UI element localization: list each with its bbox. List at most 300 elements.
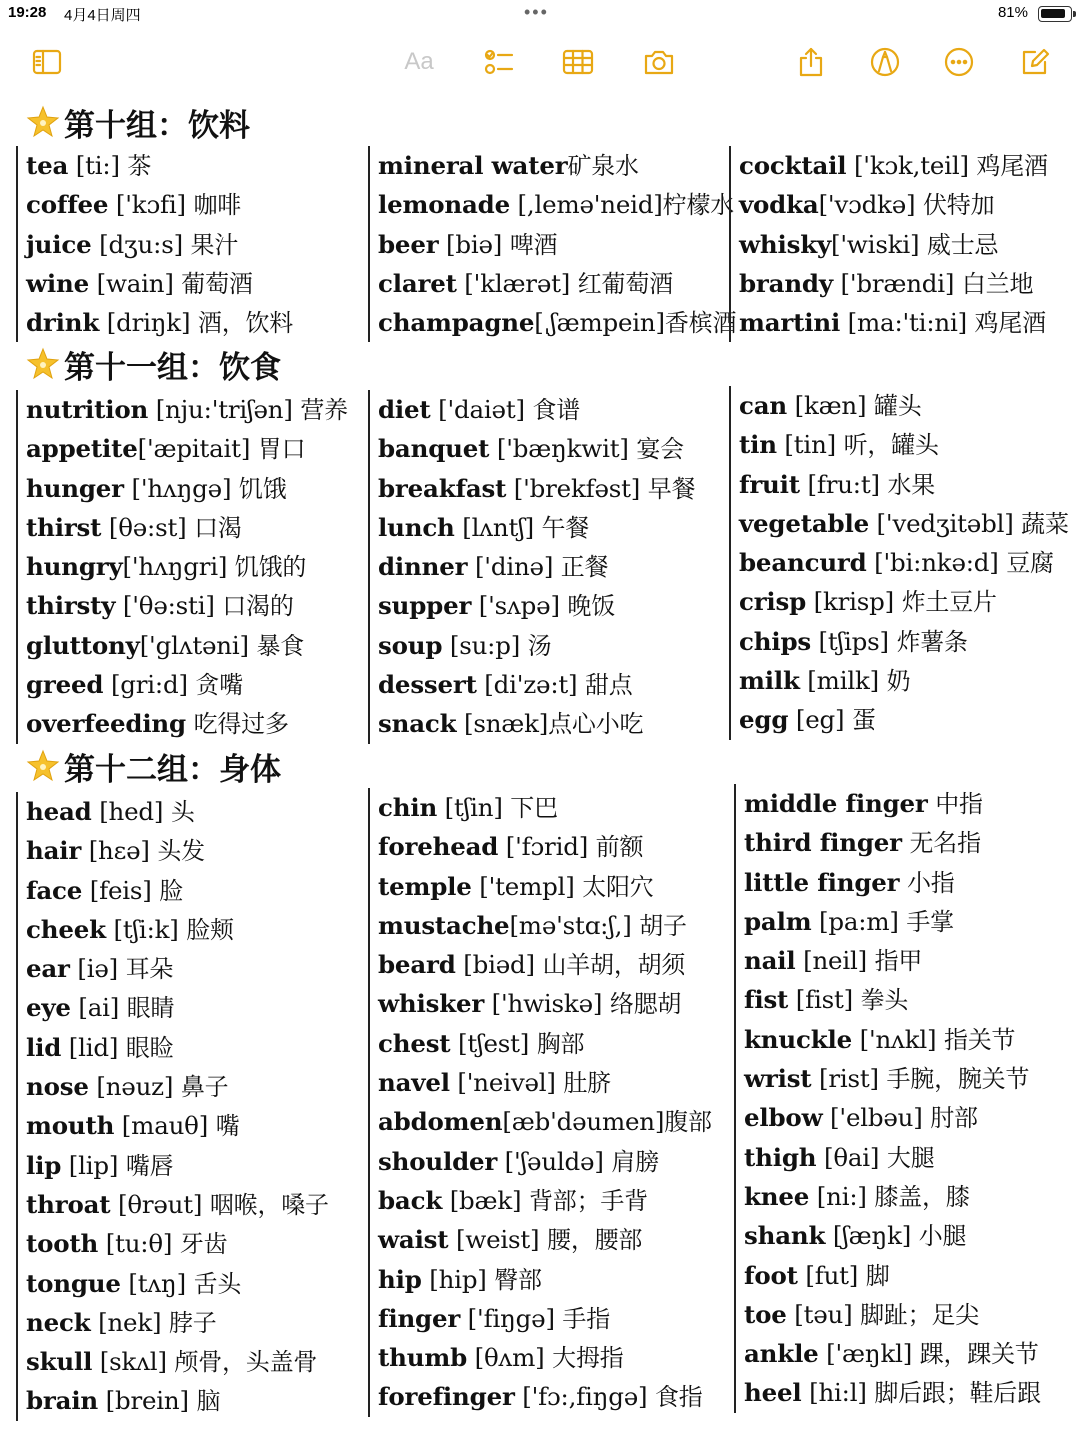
vocab-phonetic: [tu:θ] bbox=[98, 1229, 180, 1259]
vocab-meaning: 脸颊 bbox=[186, 915, 234, 944]
vocab-meaning: 头发 bbox=[157, 837, 205, 866]
vocab-entry bbox=[378, 1220, 712, 1259]
vocab-word: gluttony bbox=[26, 630, 140, 660]
vocab-column bbox=[16, 792, 329, 1421]
vocab-entry bbox=[739, 303, 1048, 342]
vocab-entry bbox=[378, 1377, 712, 1416]
vocab-word: ankle bbox=[744, 1339, 819, 1369]
vocab-entry bbox=[744, 1373, 1041, 1412]
vocab-entry bbox=[26, 1342, 329, 1381]
vocab-word: tin bbox=[739, 430, 777, 460]
vocab-entry bbox=[378, 704, 695, 743]
vocab-phonetic: ['wiski] bbox=[831, 229, 927, 259]
vocab-word: nail bbox=[744, 946, 796, 976]
status-date: 4月4日周四 bbox=[64, 7, 141, 24]
vocab-meaning: 络腮胡 bbox=[609, 990, 682, 1019]
vocab-phonetic: ['elbəu] bbox=[822, 1103, 931, 1133]
vocab-word: chin bbox=[378, 793, 438, 822]
vocab-word: egg bbox=[739, 705, 789, 735]
vocab-meaning: 伏特加 bbox=[923, 191, 995, 220]
vocab-phonetic: [təu] bbox=[786, 1299, 861, 1329]
vocab-word: can bbox=[739, 391, 788, 420]
vocab-meaning: 手腕，腕关节 bbox=[886, 1065, 1030, 1094]
vocab-meaning: 宴会 bbox=[636, 435, 684, 464]
vocab-word: temple bbox=[378, 871, 472, 901]
vocab-phonetic: [fru:t] bbox=[799, 469, 888, 499]
vocab-phonetic: ['fɔ:,fiŋgə] bbox=[514, 1382, 655, 1412]
vocab-entry bbox=[26, 1146, 329, 1185]
vocab-entry bbox=[26, 1067, 329, 1106]
vocab-phonetic: ['templ] bbox=[471, 871, 583, 901]
vocab-phonetic: ['hwiskə] bbox=[484, 989, 610, 1019]
share-icon[interactable] bbox=[790, 42, 832, 82]
vocab-entry bbox=[26, 469, 348, 508]
vocab-phonetic: [ai] bbox=[70, 993, 127, 1023]
vocab-phonetic: ['θə:sti] bbox=[115, 591, 223, 621]
vocab-column bbox=[729, 386, 1069, 740]
vocab-meaning: 鼻子 bbox=[180, 1073, 229, 1102]
vocab-word: face bbox=[26, 875, 83, 905]
group-title-body bbox=[26, 744, 281, 788]
vocab-entry bbox=[26, 185, 293, 224]
vocab-meaning: 蛋 bbox=[851, 706, 876, 735]
vocab-phonetic: ['glʌtəni] bbox=[139, 630, 257, 660]
markup-pen-icon[interactable] bbox=[864, 42, 906, 82]
vocab-meaning: 指甲 bbox=[874, 947, 923, 976]
vocab-meaning: 啤酒 bbox=[509, 230, 558, 259]
vocab-meaning: 脖子 bbox=[168, 1308, 217, 1337]
vocab-meaning: 红葡萄酒 bbox=[577, 269, 673, 298]
vocab-meaning: 脑 bbox=[196, 1387, 221, 1416]
group-title-text: 第十组：饮料 bbox=[64, 107, 250, 144]
vocab-entry bbox=[378, 1260, 712, 1299]
vocab-entry bbox=[739, 700, 1069, 739]
vocab-entry bbox=[744, 784, 1041, 823]
vocab-word: cheek bbox=[26, 914, 106, 944]
vocab-entry bbox=[378, 788, 712, 827]
vocab-meaning: 豆腐 bbox=[1006, 549, 1054, 578]
vocab-meaning: 指关节 bbox=[943, 1025, 1016, 1054]
vocab-meaning: 舌头 bbox=[193, 1269, 242, 1298]
vocab-meaning: 柠檬水 bbox=[662, 191, 735, 220]
vocab-entry bbox=[744, 1295, 1041, 1334]
vocab-entry bbox=[378, 469, 695, 508]
vocab-meaning: 点心小吃 bbox=[548, 710, 644, 739]
vocab-entry bbox=[739, 185, 1048, 224]
vocab-entry bbox=[26, 264, 293, 303]
vocab-word: beancurd bbox=[739, 548, 867, 578]
vocab-word: hunger bbox=[26, 473, 124, 503]
vocab-entry bbox=[26, 303, 293, 342]
vocab-meaning: 太阳穴 bbox=[582, 872, 654, 901]
sidebar-icon[interactable] bbox=[26, 42, 68, 82]
vocab-phonetic: [θai] bbox=[816, 1142, 887, 1172]
vocab-entry bbox=[26, 429, 348, 468]
vocab-meaning: 口渴的 bbox=[222, 592, 294, 621]
vocab-meaning: 晚饭 bbox=[567, 592, 616, 621]
vocab-entry bbox=[739, 504, 1069, 543]
vocab-word: tea bbox=[26, 151, 69, 180]
vocab-phonetic: ['neivəl] bbox=[449, 1068, 564, 1098]
vocab-phonetic: [hip] bbox=[421, 1264, 495, 1294]
vocab-phonetic: ['kɔfi] bbox=[108, 190, 194, 220]
vocab-meaning: 肚脐 bbox=[563, 1069, 611, 1098]
vocab-word: martini bbox=[739, 308, 841, 338]
more-icon[interactable] bbox=[938, 42, 980, 82]
vocab-column bbox=[729, 146, 1048, 342]
vocab-meaning: 脸 bbox=[159, 876, 184, 905]
status-time: 19:28 bbox=[8, 4, 47, 21]
vocab-phonetic: [lip] bbox=[61, 1150, 126, 1180]
vocab-word: diet bbox=[378, 395, 431, 424]
vocab-word: juice bbox=[26, 229, 92, 259]
vocab-phonetic: [brein] bbox=[98, 1386, 197, 1416]
vocab-phonetic: [krisp] bbox=[806, 587, 902, 617]
vocab-phonetic: [hed] bbox=[91, 797, 171, 826]
vocab-entry bbox=[26, 586, 348, 625]
vocab-word: claret bbox=[378, 268, 457, 298]
vocab-phonetic: ['dinə] bbox=[467, 552, 561, 582]
vocab-word: head bbox=[26, 797, 92, 826]
vocab-entry bbox=[744, 1059, 1041, 1098]
vocab-meaning: 嘴 bbox=[215, 1112, 240, 1141]
vocab-entry bbox=[26, 1381, 329, 1420]
vocab-meaning: 头 bbox=[170, 798, 195, 826]
vocab-column bbox=[16, 146, 293, 342]
vocab-meaning: 手指 bbox=[562, 1304, 610, 1333]
multitasking-dots[interactable]: ••• bbox=[524, 2, 549, 22]
vocab-phonetic: ['æpitait] bbox=[137, 434, 258, 464]
vocab-word: coffee bbox=[26, 190, 109, 220]
vocab-word: crisp bbox=[739, 587, 807, 617]
vocab-meaning: 奶 bbox=[886, 667, 911, 696]
vocab-entry bbox=[26, 988, 329, 1027]
vocab-column bbox=[16, 390, 348, 744]
vocab-word: mouth bbox=[26, 1111, 115, 1141]
vocab-phonetic: [mə'stɑ:ʃ,] bbox=[509, 910, 640, 940]
vocab-phonetic: [wain] bbox=[89, 268, 182, 298]
vocab-phonetic: [θrəut] bbox=[110, 1189, 210, 1219]
vocab-meaning: 食指 bbox=[655, 1383, 703, 1412]
vocab-word: skull bbox=[26, 1347, 93, 1377]
vocab-meaning: 腰，腰部 bbox=[547, 1226, 643, 1255]
vocab-phonetic: ['nʌkl] bbox=[852, 1024, 944, 1054]
vocab-meaning: 小指 bbox=[906, 868, 955, 897]
vocab-word: waist bbox=[378, 1225, 449, 1255]
vocab-meaning: 炸薯条 bbox=[896, 627, 968, 656]
table-icon[interactable] bbox=[557, 42, 599, 82]
vocab-meaning: 蔬菜 bbox=[1021, 509, 1069, 538]
vocab-meaning: 前额 bbox=[595, 833, 644, 862]
vocab-word: dinner bbox=[378, 552, 468, 582]
vocab-entry bbox=[378, 867, 712, 906]
vocab-word: lid bbox=[26, 1032, 62, 1062]
vocab-entry bbox=[378, 945, 712, 984]
vocab-meaning: 矿泉水 bbox=[567, 152, 639, 180]
vocab-phonetic: [kæn] bbox=[787, 391, 874, 420]
vocab-entry bbox=[26, 831, 329, 870]
vocab-word: mustache bbox=[378, 910, 510, 940]
group-title-food bbox=[26, 342, 281, 386]
vocab-phonetic: [pa:m] bbox=[811, 906, 907, 936]
notes-toolbar bbox=[0, 36, 1080, 88]
vocab-entry bbox=[378, 429, 695, 468]
vocab-phonetic: ['ʃəuldə] bbox=[497, 1146, 612, 1176]
vocab-word: cocktail bbox=[739, 151, 847, 180]
vocab-entry bbox=[744, 1020, 1041, 1059]
vocab-meaning: 山羊胡，胡须 bbox=[542, 951, 686, 980]
vocab-meaning: 无名指 bbox=[909, 829, 981, 858]
vocab-word: foot bbox=[744, 1260, 798, 1290]
vocab-phonetic: ['æŋkl] bbox=[818, 1339, 920, 1369]
vocab-meaning: 脚趾；足尖 bbox=[860, 1300, 980, 1329]
vocab-phonetic: ['hʌŋgə] bbox=[123, 473, 239, 503]
vocab-meaning: 小腿 bbox=[918, 1222, 967, 1251]
vocab-meaning: 中指 bbox=[935, 790, 983, 818]
vocab-meaning: 葡萄酒 bbox=[181, 269, 253, 298]
vocab-phonetic: ['hʌŋgri] bbox=[122, 552, 235, 582]
vocab-entry bbox=[378, 586, 695, 625]
star-icon bbox=[26, 749, 60, 783]
checklist-icon[interactable] bbox=[478, 42, 520, 82]
vocab-word: shoulder bbox=[378, 1146, 498, 1176]
vocab-entry bbox=[26, 704, 348, 743]
vocab-phonetic bbox=[186, 709, 194, 738]
vocab-phonetic: ['fiŋgə] bbox=[460, 1303, 563, 1333]
vocab-phonetic: [milk] bbox=[799, 666, 887, 696]
vocab-meaning: 水果 bbox=[887, 470, 936, 499]
vocab-entry bbox=[739, 543, 1069, 582]
vocab-entry bbox=[26, 547, 348, 586]
vocab-entry bbox=[378, 626, 695, 665]
vocab-word: wrist bbox=[744, 1064, 812, 1094]
vocab-entry bbox=[744, 1177, 1041, 1216]
vocab-phonetic: [eg] bbox=[788, 705, 852, 735]
vocab-word: abdomen bbox=[378, 1107, 503, 1137]
vocab-phonetic bbox=[902, 828, 910, 857]
vocab-phonetic: [tʃips] bbox=[810, 626, 897, 656]
vocab-phonetic: [nəuz] bbox=[88, 1072, 181, 1102]
vocab-word: greed bbox=[26, 670, 104, 700]
vocab-meaning: 手掌 bbox=[906, 907, 954, 936]
vocab-word: snack bbox=[378, 709, 457, 739]
vocab-meaning: 耳朵 bbox=[125, 955, 174, 984]
vocab-phonetic: [bæk] bbox=[442, 1185, 529, 1215]
vocab-phonetic: ['brekfəst] bbox=[506, 473, 648, 503]
vocab-phonetic: [lʌntʃ] bbox=[454, 512, 542, 542]
vocab-word: vodka bbox=[739, 190, 819, 220]
vocab-phonetic: [ma:'ti:ni] bbox=[840, 308, 975, 338]
vocab-phonetic: [feis] bbox=[82, 875, 160, 905]
vocab-phonetic: [nju:'triʃən] bbox=[148, 395, 301, 424]
vocab-entry bbox=[378, 1024, 712, 1063]
vocab-entry bbox=[26, 1224, 329, 1263]
vocab-entry bbox=[744, 1138, 1041, 1177]
vocab-phonetic: ['bæŋkwit] bbox=[489, 434, 637, 464]
star-icon bbox=[26, 347, 60, 381]
vocab-meaning: 炸土豆片 bbox=[901, 588, 997, 617]
vocab-entry bbox=[378, 906, 712, 945]
compose-icon[interactable] bbox=[1014, 42, 1056, 82]
vocab-entry bbox=[26, 949, 329, 988]
vocab-word: tongue bbox=[26, 1268, 121, 1298]
vocab-meaning: 咽喉，嗓子 bbox=[209, 1190, 329, 1219]
vocab-word: thigh bbox=[744, 1142, 817, 1172]
vocab-phonetic: [hi:l] bbox=[801, 1378, 875, 1408]
vocab-meaning: 大腿 bbox=[886, 1143, 935, 1172]
vocab-entry bbox=[26, 225, 293, 264]
vocab-phonetic: [tʌŋ] bbox=[120, 1268, 194, 1298]
vocab-word: breakfast bbox=[378, 473, 507, 503]
vocab-phonetic: [driŋk] bbox=[99, 308, 198, 338]
vocab-phonetic: ['sʌpə] bbox=[471, 591, 568, 621]
vocab-word: knuckle bbox=[744, 1024, 852, 1054]
vocab-phonetic: [iə] bbox=[69, 954, 126, 984]
vocab-phonetic: [tin] bbox=[776, 430, 844, 460]
vocab-phonetic: ['fɔrid] bbox=[498, 832, 596, 862]
vocab-meaning: 香槟酒 bbox=[664, 309, 737, 338]
vocab-entry bbox=[744, 1334, 1041, 1373]
vocab-meaning: 威士忌 bbox=[926, 230, 999, 259]
vocab-meaning: 酒，饮料 bbox=[197, 309, 294, 338]
vocab-word: lunch bbox=[378, 512, 455, 542]
vocab-phonetic: ['klærət] bbox=[456, 268, 578, 298]
battery-percent: 81% bbox=[997, 4, 1028, 21]
vocab-meaning: 果汁 bbox=[190, 230, 239, 259]
vocab-word: vegetable bbox=[739, 508, 869, 538]
vocab-entry bbox=[378, 984, 712, 1023]
vocab-entry bbox=[739, 425, 1069, 464]
vocab-entry bbox=[26, 508, 348, 547]
vocab-meaning: 食谱 bbox=[532, 396, 581, 424]
vocab-entry bbox=[378, 665, 695, 704]
vocab-phonetic: [θə:st] bbox=[101, 512, 195, 542]
vocab-meaning: 眼睑 bbox=[125, 1033, 174, 1062]
battery-icon bbox=[1038, 6, 1072, 22]
vocab-phonetic: [,lemə'neid] bbox=[509, 190, 663, 220]
vocab-entry bbox=[26, 665, 348, 704]
vocab-phonetic: ['vɔdkə] bbox=[818, 190, 923, 220]
vocab-meaning: 脚后跟；鞋后跟 bbox=[874, 1379, 1041, 1408]
vocab-entry bbox=[378, 225, 736, 264]
vocab-entry bbox=[378, 1181, 712, 1220]
vocab-word: palm bbox=[744, 906, 812, 936]
format-text-button[interactable]: Aa bbox=[404, 48, 434, 75]
star-icon bbox=[26, 105, 60, 139]
vocab-word: wine bbox=[26, 268, 89, 298]
vocab-entry bbox=[739, 146, 1048, 185]
vocab-meaning: 听，罐头 bbox=[843, 431, 939, 460]
vocab-meaning: 饥饿的 bbox=[234, 553, 307, 582]
group-title-drinks bbox=[26, 100, 250, 144]
vocab-phonetic: ['vedʒitəbl] bbox=[868, 508, 1022, 538]
vocab-entry bbox=[739, 386, 1069, 425]
vocab-phonetic: [θʌm] bbox=[467, 1343, 553, 1373]
vocab-phonetic: [fist] bbox=[788, 985, 861, 1015]
vocab-word: overfeeding bbox=[26, 709, 186, 739]
vocab-entry bbox=[739, 661, 1069, 700]
vocab-word: hip bbox=[378, 1264, 422, 1294]
vocab-entry bbox=[739, 582, 1069, 621]
vocab-word: dessert bbox=[378, 670, 477, 700]
vocab-entry bbox=[378, 185, 736, 224]
vocab-phonetic: [tʃest] bbox=[450, 1028, 537, 1058]
vocab-word: middle finger bbox=[744, 789, 928, 818]
vocab-word: soup bbox=[378, 630, 443, 660]
vocab-phonetic: [weist] bbox=[448, 1225, 548, 1255]
vocab-entry bbox=[744, 1216, 1041, 1255]
vocab-meaning: 腹部 bbox=[664, 1108, 712, 1137]
vocab-entry bbox=[744, 863, 1041, 902]
vocab-entry bbox=[378, 1299, 712, 1338]
vocab-word: supper bbox=[378, 591, 472, 621]
vocab-column bbox=[734, 784, 1041, 1413]
vocab-word: nose bbox=[26, 1072, 89, 1102]
vocab-word: elbow bbox=[744, 1103, 823, 1133]
vocab-word: lemonade bbox=[378, 190, 510, 220]
vocab-word: shank bbox=[744, 1221, 826, 1251]
vocab-entry bbox=[744, 823, 1041, 862]
vocab-word: whisky bbox=[739, 229, 832, 259]
vocab-phonetic: [tʃin] bbox=[437, 793, 511, 822]
vocab-word: navel bbox=[378, 1068, 450, 1098]
vocab-entry bbox=[378, 303, 736, 342]
vocab-word: neck bbox=[26, 1307, 91, 1337]
vocab-word: whisker bbox=[378, 989, 485, 1019]
vocab-meaning: 拳头 bbox=[860, 986, 909, 1015]
vocab-meaning: 咖啡 bbox=[193, 191, 242, 220]
vocab-phonetic: [æb'dəumen] bbox=[502, 1107, 665, 1137]
vocab-meaning: 胸部 bbox=[536, 1029, 585, 1058]
vocab-meaning: 罐头 bbox=[873, 392, 922, 420]
vocab-entry bbox=[26, 390, 348, 429]
vocab-entry bbox=[744, 1256, 1041, 1295]
vocab-entry bbox=[744, 980, 1041, 1019]
status-bar bbox=[0, 0, 1080, 28]
camera-icon[interactable] bbox=[638, 42, 680, 82]
vocab-meaning: 暴食 bbox=[256, 631, 305, 660]
vocab-entry bbox=[26, 146, 293, 185]
vocab-word: eye bbox=[26, 993, 71, 1023]
vocab-meaning: 眼睛 bbox=[126, 994, 175, 1023]
vocab-meaning: 下巴 bbox=[510, 794, 558, 822]
vocab-word: ear bbox=[26, 954, 70, 984]
vocab-phonetic: [su:p] bbox=[442, 630, 528, 660]
vocab-word: fist bbox=[744, 985, 789, 1015]
vocab-meaning: 口渴 bbox=[194, 513, 242, 542]
vocab-meaning: 肩膀 bbox=[611, 1147, 659, 1176]
vocab-entry bbox=[739, 622, 1069, 661]
vocab-word: drink bbox=[26, 308, 100, 338]
vocab-meaning: 午餐 bbox=[541, 513, 590, 542]
vocab-word: knee bbox=[744, 1181, 810, 1211]
vocab-phonetic: [ti:] bbox=[68, 151, 128, 180]
vocab-word: thirsty bbox=[26, 591, 116, 621]
vocab-meaning: 茶 bbox=[127, 152, 152, 180]
vocab-entry bbox=[26, 871, 329, 910]
vocab-meaning: 甜点 bbox=[584, 671, 633, 700]
vocab-meaning: 胡子 bbox=[639, 911, 687, 940]
vocab-phonetic: [ˌʃæmpein] bbox=[534, 308, 665, 338]
vocab-meaning: 鸡尾酒 bbox=[976, 152, 1048, 180]
vocab-phonetic: [skʌl] bbox=[92, 1347, 175, 1377]
vocab-meaning: 鸡尾酒 bbox=[974, 309, 1046, 338]
vocab-phonetic: [ʃæŋk] bbox=[825, 1221, 919, 1251]
vocab-meaning: 膝盖，膝 bbox=[874, 1182, 970, 1211]
vocab-entry bbox=[378, 1063, 712, 1102]
vocab-word: mineral water bbox=[378, 151, 568, 180]
vocab-meaning: 嘴唇 bbox=[125, 1151, 174, 1180]
